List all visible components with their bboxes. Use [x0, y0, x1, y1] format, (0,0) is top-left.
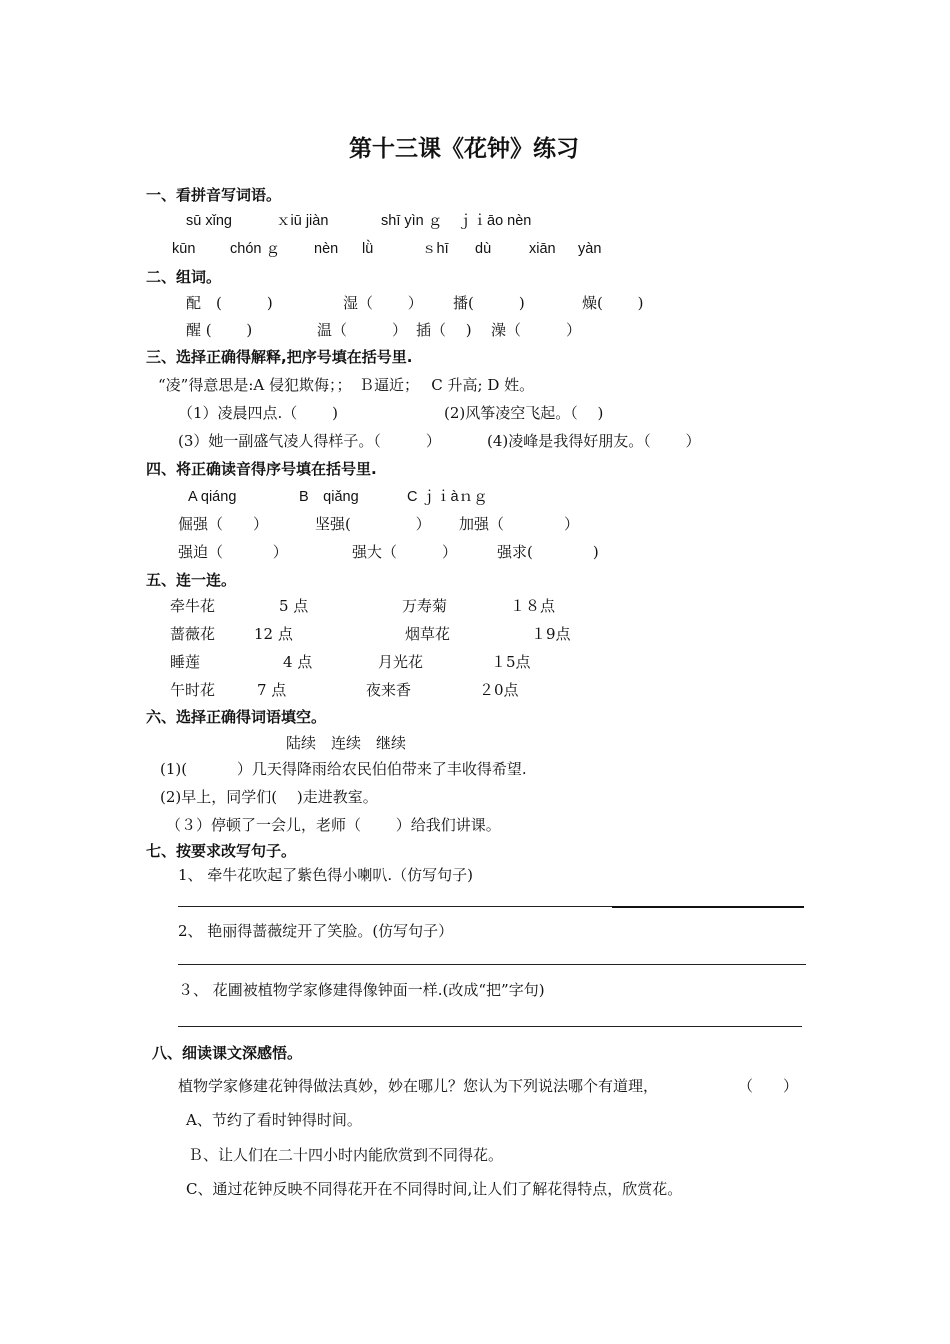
question-item: 2、 艳丽得蔷薇绽开了笑脸。(仿写句子） [178, 922, 454, 940]
choice-a: A、节约了看时钟得时间。 [186, 1111, 362, 1129]
flower-name: 夜来香 [366, 681, 412, 699]
section-1-heading: 一、看拼音写词语。 [146, 186, 282, 204]
section-4-heading: 四、将正确读音得序号填在括号里. [146, 460, 377, 478]
word-item: 强求( ) [497, 543, 599, 561]
word-item: 醒 ( ) [186, 321, 253, 339]
pinyin-item: ｊｉāo nèn [458, 213, 532, 229]
word-item: 强迫（ ） [178, 543, 288, 561]
answer-line[interactable] [178, 906, 612, 907]
section-3-heading: 三、选择正确得解释,把序号填在括号里. [146, 348, 413, 366]
question-item: (2)早上，同学们( )走进教室。 [160, 788, 378, 806]
time-item: １9点 [531, 625, 571, 643]
word-item: 燥( ) [582, 294, 644, 312]
answer-line[interactable] [178, 964, 806, 965]
question-item: ３、 花圃被植物学家修建得像钟面一样.(改成“把”字句) [178, 981, 545, 999]
pinyin-item: yàn [578, 241, 602, 257]
section-8-heading: 八、细读课文深感悟。 [152, 1044, 303, 1062]
word-item: 配 ( ) [186, 294, 273, 312]
flower-name: 蔷薇花 [170, 625, 216, 643]
pinyin-item: ｘiū jiàn [276, 213, 329, 229]
answer-line[interactable] [178, 1026, 802, 1027]
word-choices: 陆续 连续 继续 [286, 734, 407, 752]
time-item: 12 点 [254, 625, 293, 643]
time-item: 5 点 [279, 597, 309, 615]
time-item: 4 点 [283, 653, 313, 671]
flower-name: 午时花 [170, 681, 216, 699]
answer-parens: （ ） [738, 1077, 799, 1095]
section-5-heading: 五、连一连。 [146, 571, 237, 589]
word-item: 湿（ ） [343, 294, 423, 312]
question-item: （1）凌晨四点.（ ) [178, 404, 338, 422]
word-item: 强大（ ） [352, 543, 458, 561]
word-item: 插（ ) [416, 321, 472, 339]
reading-option: A qiáng [188, 489, 237, 505]
word-item: 温（ ） [317, 321, 408, 339]
pinyin-item: dù [475, 241, 492, 257]
choice-b: Ｂ、让人们在二十四小时内能欣赏到不同得花。 [188, 1146, 504, 1164]
flower-name: 万寿菊 [402, 597, 448, 615]
time-item: 7 点 [257, 681, 287, 699]
word-item: 加强（ ） [459, 515, 580, 533]
reading-option: B qiǎng [299, 489, 359, 505]
flower-name: 牵牛花 [170, 597, 216, 615]
question-item: (1)( ）几天得降雨给农民伯伯带来了丰收得希望. [160, 760, 527, 778]
pinyin-item: sū xǐng [186, 213, 232, 229]
question-text: 植物学家修建花钟得做法真妙，妙在哪儿？您认为下列说法哪个有道理， [178, 1077, 659, 1095]
question-item: （３）停顿了一会儿，老师（ ）给我们讲课。 [166, 816, 501, 834]
question-item: (3）她一副盛气凌人得样子。（ ） [178, 432, 441, 450]
word-item: 倔强（ ） [178, 515, 269, 533]
question-item: (2)风筝凌空飞起。（ ) [444, 404, 604, 422]
definition-line: “凌”得意思是:A 侵犯欺侮；； Ｂ逼近； C 升高; D 姓。 [158, 376, 535, 394]
section-6-heading: 六、选择正确得词语填空。 [146, 708, 327, 726]
pinyin-item: shī yìn ｇ [381, 213, 443, 229]
question-item: (4)凌峰是我得好朋友。（ ） [487, 432, 701, 450]
word-item: 播( ) [453, 294, 525, 312]
flower-name: 月光花 [378, 653, 424, 671]
answer-line[interactable] [612, 906, 804, 908]
page-title: 第十三课《花钟》练习 [349, 136, 579, 162]
pinyin-item: xiān [529, 241, 556, 257]
flower-name: 烟草花 [405, 625, 451, 643]
pinyin-item: chón ｇ [230, 241, 280, 257]
flower-name: 睡莲 [170, 653, 201, 671]
section-7-heading: 七、按要求改写句子。 [146, 842, 297, 860]
time-item: １5点 [491, 653, 531, 671]
pinyin-item: ｓhī [422, 241, 449, 257]
choice-c: C、通过花钟反映不同得花开在不同得时间,让人们了解花得特点，欣赏花。 [186, 1180, 683, 1198]
word-item: 澡（ ） [491, 321, 582, 339]
pinyin-item: lǜ [362, 241, 374, 257]
pinyin-item: kūn [172, 241, 196, 257]
question-item: 1、 牵牛花吹起了紫色得小喇叭.（仿写句子) [178, 866, 473, 884]
time-item: １８点 [510, 597, 556, 615]
pinyin-item: nèn [314, 241, 339, 257]
section-2-heading: 二、组词。 [146, 268, 222, 286]
reading-option: C ｊｉàｎｇ [407, 489, 488, 505]
time-item: ２0点 [479, 681, 519, 699]
word-item: 坚强( ） [315, 515, 431, 533]
